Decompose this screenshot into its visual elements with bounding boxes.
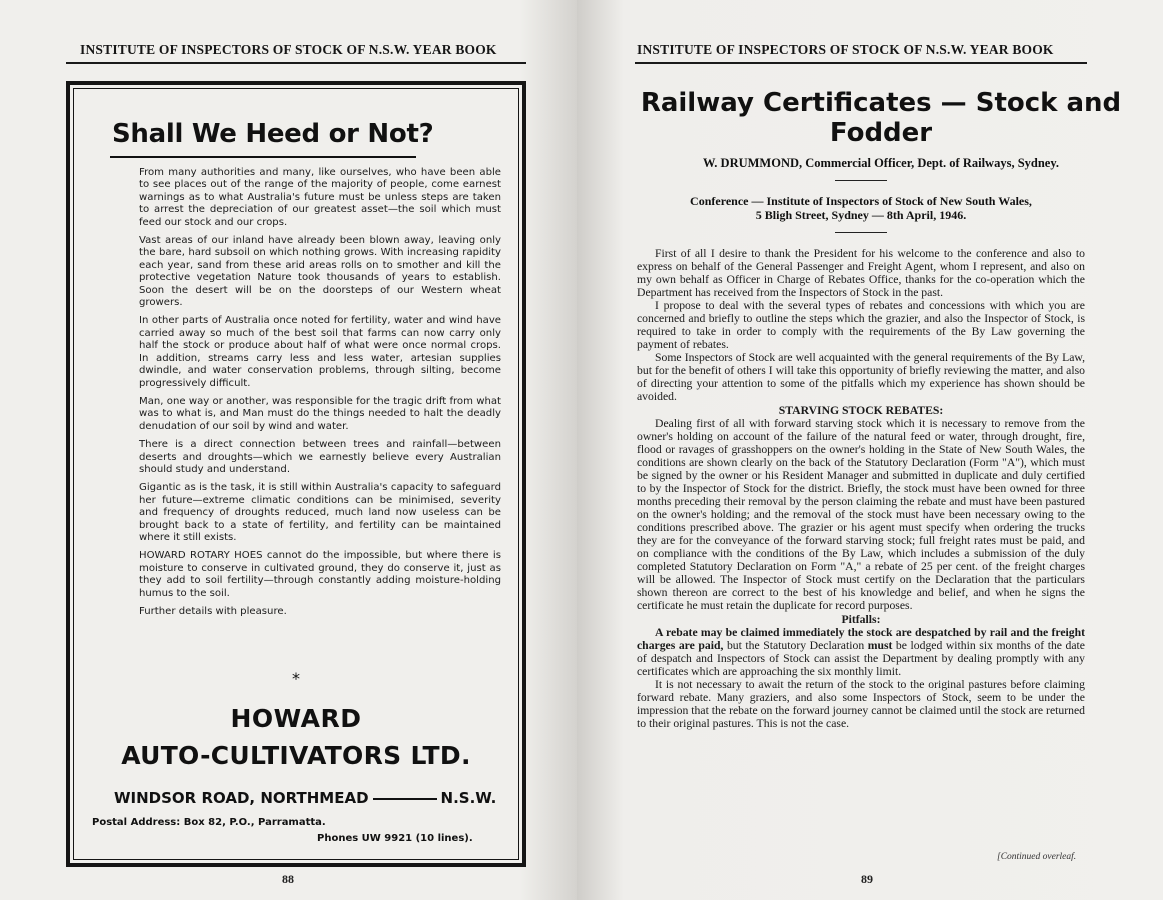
- advertisement-box: [66, 81, 526, 867]
- company-address: [114, 789, 496, 807]
- address-dash: [373, 798, 437, 800]
- ad-title: Shall We Heed or Not?: [112, 119, 434, 149]
- article-byline: W. DRUMMOND, Commercial Officer, Dept. of Railways, Sydney.: [702, 156, 1060, 170]
- conference-info: [637, 194, 1085, 222]
- article-paragraph: [637, 626, 1085, 678]
- star-icon: *: [292, 669, 300, 688]
- article-paragraph: First of all I desire to thank the President for his welcome to the conference and also to express on behalf of the General Passenger and Freight Agent, whom I represent, and also on my own behalf as Officer in Charge of Rebates Office, thanks for the co-operation which the Department has received from the Inspectors of Stock in the past.: [637, 247, 1085, 299]
- page-number: 88: [282, 872, 294, 886]
- ad-paragraph: From many authorities and many, like ourselves, who have been able to see places out of the range of the majority of people, come earnest warnings as to what Australia's future must be unless steps are taken to arrest the depreciation of our greatest asset—the soil which must feed our stock and our crops.: [139, 167, 501, 228]
- header-rule: [635, 62, 1087, 64]
- continued-note: [Continued overleaf.: [997, 852, 1077, 862]
- running-head: INSTITUTE OF INSPECTORS OF STOCK OF N.S.W. YEAR BOOK: [637, 42, 1054, 57]
- conference-rule: [835, 232, 887, 233]
- ad-paragraph: There is a direct connection between trees and rainfall—between deserts and droughts—which we earnestly believe every Australian should study and understand.: [139, 439, 501, 475]
- conference-line: Conference — Institute of Inspectors of Stock of New South Wales,: [690, 194, 1032, 208]
- ad-paragraph: Vast areas of our inland have already been blown away, leaving only the bare, hard subsoil on which nothing grows. With increasing rapidity each year, sand from these arid areas rolls on to smother and kill the protective vegetation Nature took thousands of years to establish. Soon the desert will be on the doorsteps of our Western wheat growers.: [139, 235, 501, 309]
- ad-paragraph: In other parts of Australia once noted for fertility, water and wind have carried away so much of the best soil that farms can now carry only half the stock or produce about half of what were once normal crops. In addition, streams carry less and less water, artesian supplies dwindle, and water conservation problems, through silting, become progressively difficult.: [139, 315, 501, 389]
- address-state: N.S.W.: [440, 789, 497, 807]
- postal-address: Postal Address: Box 82, P.O., Parramatta.: [92, 817, 326, 828]
- article-title: Railway Certificates — Stock and Fodder: [640, 88, 1122, 148]
- article-body: [637, 247, 1085, 730]
- ad-title-underline: [110, 156, 416, 158]
- advertisement-inner-frame: [73, 88, 519, 860]
- article-paragraph: I propose to deal with the several types of rebates and concessions with which you are concerned and briefly to outline the steps which the grazier, and also the Inspector of Stock, is required to take in order to comply with the requirements of the By Law governing the payment of rebates.: [637, 299, 1085, 351]
- ad-paragraph: Gigantic as is the task, it is still within Australia's capacity to safeguard her future—extreme climatic conditions can be minimised, severity and frequency of droughts reduced, much land now useless can be brought back to a state of fertility, and fertility can be maintained where it still exists.: [139, 482, 501, 543]
- article-paragraph: It is not necessary to await the return of the stock to the original pastures before claiming forward rebate. Many graziers, and also some Inspectors of Stock, seem to be under the impression that the rebate on the forward journey cannot be claimed until the stock are returned to their original pastures. This is not the case.: [637, 678, 1085, 730]
- body-text: but the Statutory Declaration: [723, 639, 868, 652]
- company-name-line2: AUTO-CULTIVATORS LTD.: [121, 741, 471, 770]
- ad-paragraph: Man, one way or another, was responsible for the tragic drift from what was to what is, and Man must do the things needed to halt the deadly denudation of our soil by wind and water.: [139, 395, 501, 432]
- running-head: INSTITUTE OF INSPECTORS OF STOCK OF N.S.W. YEAR BOOK: [80, 42, 497, 57]
- ad-paragraph: HOWARD ROTARY HOES cannot do the impossible, but where there is moisture to conserve in cultivated ground, they do conserve it, just as they add to soil fertility—through constantly adding moisture-holding humus to the soil.: [139, 550, 501, 599]
- section-heading: Pitfalls:: [841, 613, 881, 626]
- article-paragraph: Dealing first of all with forward starving stock which it is necessary to remove from the owner's holding on account of the failure of the natural feed or water, through drought, fire, flood or ravages of grasshoppers on the owner's holding in the State of New South Wales, the conditions are shown clearly on the back of the Statutory Declaration (Form "A"), which must be signed by the owner or his Resident Manager and submitted in duplicate and duly certified to by the Inspector of Stock for the district. Briefly, the stock must have been owned for three months preceding their removal by the person claiming the rebate and must have been pastured on the owner's holding; and the removal of the stock must have been necessary owing to the conditions prescribed above. The grazier or his agent must specify when ordering the trucks they are for the conveyance of the forward starving stock; full freight rates must be paid, and on compliance with the conditions of the By Law, which includes a submission of the duly completed Statutory Declaration on Form "A," a rebate of 25 per cent. of the freight charges will be allowed. The Inspector of Stock must certify on the Declaration that the particulars shown thereon are correct to the best of his knowledge and belief, and when he signs the certificate he must retain the duplicate for record purposes.: [637, 417, 1085, 612]
- phone-numbers: Phones UW 9921 (10 lines).: [317, 833, 473, 844]
- right-page: [577, 0, 1163, 900]
- address-street: WINDSOR ROAD, NORTHMEAD: [114, 789, 369, 807]
- byline-rule: [835, 180, 887, 181]
- left-page: [0, 0, 577, 900]
- header-rule: [66, 62, 526, 64]
- ad-paragraph: Further details with pleasure.: [139, 606, 287, 617]
- section-heading: STARVING STOCK REBATES:: [778, 404, 944, 417]
- ad-body: [139, 167, 501, 624]
- body-text: be lodged within six months of the date of despatch and Inspectors of Stock can assist the Department by dealing promptly with any certificates which are approaching the six monthly limit.: [637, 639, 1085, 678]
- article-paragraph: Some Inspectors of Stock are well acquainted with the general requirements of the By Law, but for the benefit of others I will take this opportunity of briefly reviewing the matter, and also of directing your attention to some of the pitfalls which my experience has shown should be avoided.: [637, 351, 1085, 403]
- page-number: 89: [861, 872, 873, 886]
- bold-text: must: [867, 639, 893, 652]
- company-name-line1: HOWARD: [230, 704, 362, 733]
- conference-line: 5 Bligh Street, Sydney — 8th April, 1946.: [755, 208, 967, 222]
- bold-text: A rebate may be claimed immediately the stock are despatched by rail and the freight charges are paid,: [637, 626, 1085, 652]
